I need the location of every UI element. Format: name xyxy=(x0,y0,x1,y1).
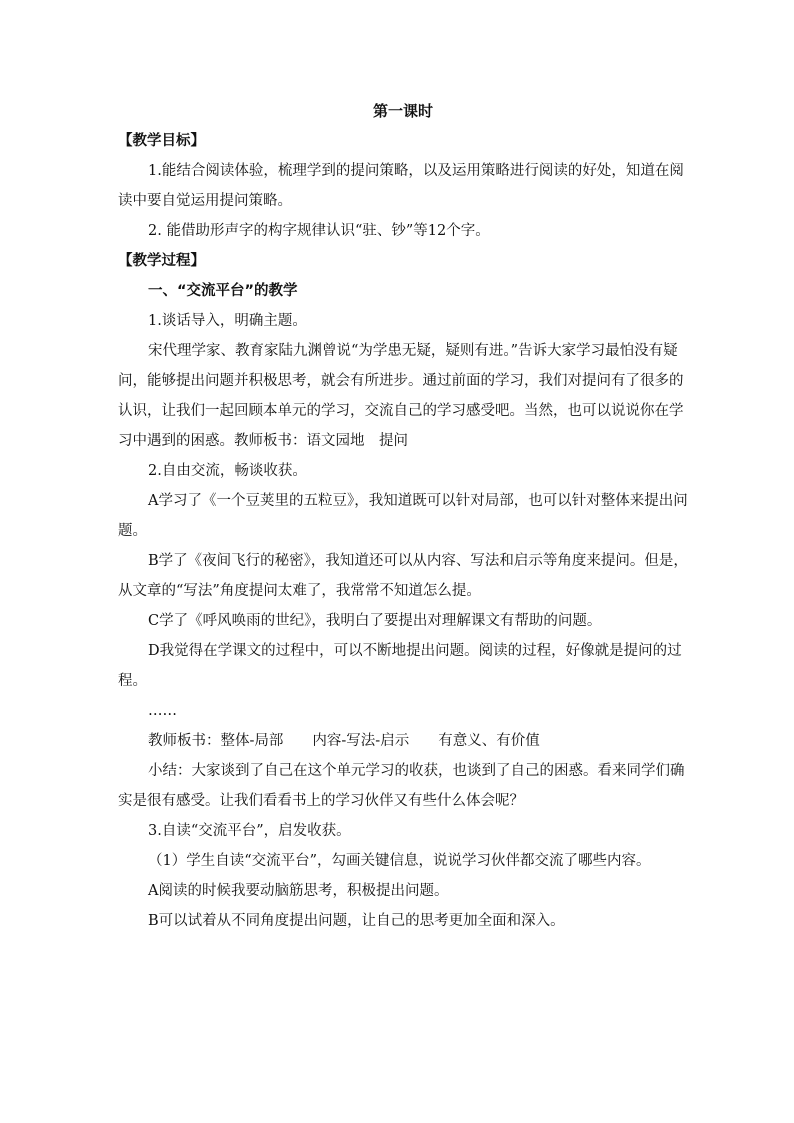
paragraph-answer-b: B学了《夜间飞行的秘密》，我知道还可以从内容、写法和启示等角度来提问。但是，从文章的“写法”角度提问太难了，我常常不知道怎么提。 xyxy=(118,553,688,599)
page-title: 第一课时 xyxy=(372,102,433,120)
paragraph-objective-1: 1.能结合阅读体验，梳理学到的提问策略，以及运用策略进行阅读的好处，知道在阅读中要自觉运用提问策略。 xyxy=(118,163,684,209)
paragraph-answer-d: D我觉得在学课文的过程中，可以不断地提出问题。阅读的过程，好像就是提问的过程。 xyxy=(118,643,682,689)
paragraph-point-a: A阅读的时候我要动脑筋思考，积极提出问题。 xyxy=(148,883,449,899)
paragraph-point-b: B可以试着从不同角度提出问题，让自己的思考更加全面和深入。 xyxy=(148,913,565,929)
paragraph-board-writing: 教师板书：整体-局部 内容-写法-启示 有意义、有价值 xyxy=(148,733,540,749)
section-heading-process: 【教学过程】 xyxy=(118,253,205,269)
section-heading-objectives: 【教学目标】 xyxy=(118,133,205,149)
paragraph-ellipsis: …… xyxy=(148,703,177,719)
document-body xyxy=(118,96,688,936)
paragraph-intro: 宋代理学家、教育家陆九渊曾说“为学患无疑，疑则有进。”告诉大家学习最怕没有疑问，能够提出问题并积极思考，就会有所进步。通过前面的学习，我们对提问有了很多的认识，让我们一起回顾本单元的学习，交流自己的学习感受吧。当然，也可以说说你在学习中遇到的困惑。教师板书：语文园地 提问 xyxy=(118,343,684,449)
paragraph-step-3: 3.自读“交流平台”，启发收获。 xyxy=(148,823,351,839)
paragraph-step-1: 1.谈话导入，明确主题。 xyxy=(148,313,307,329)
paragraph-step-3-1: （1）学生自读“交流平台”，勾画关键信息，说说学习伙伴都交流了哪些内容。 xyxy=(148,853,651,869)
paragraph-summary: 小结：大家谈到了自己在这个单元学习的收获，也谈到了自己的困惑。看来同学们确实是很有感受。让我们看看书上的学习伙伴又有些什么体会呢？ xyxy=(118,763,685,809)
paragraph-step-2: 2.自由交流，畅谈收获。 xyxy=(148,463,307,479)
paragraph-answer-a: A学习了《一个豆荚里的五粒豆》，我知道既可以针对局部，也可以针对整体来提出问题。 xyxy=(118,493,688,539)
subheading-exchange-platform: 一、“交流平台”的教学 xyxy=(148,283,298,299)
paragraph-answer-c: C学了《呼风唤雨的世纪》，我明白了要提出对理解课文有帮助的问题。 xyxy=(148,613,602,629)
paragraph-objective-2: 2. 能借助形声字的构字规律认识“驻、钞”等12个字。 xyxy=(148,223,490,239)
